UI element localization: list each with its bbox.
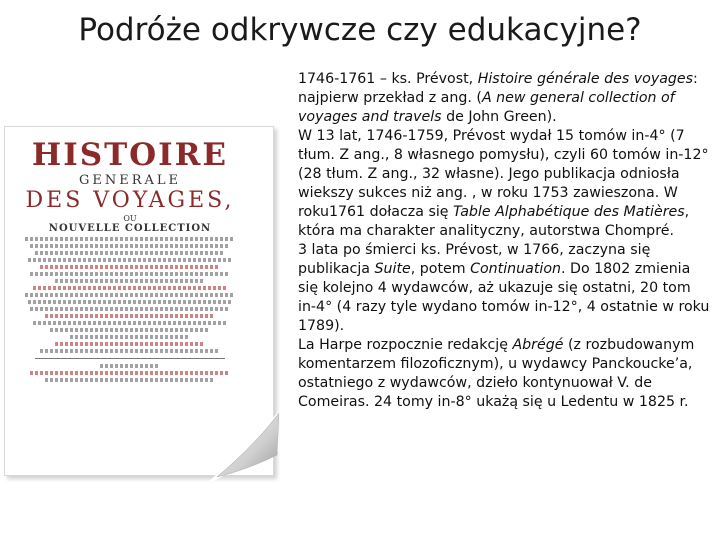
fine-print-line	[30, 272, 230, 276]
body-text	[298, 70, 712, 412]
fine-print-line	[40, 349, 220, 353]
title-page-content	[17, 137, 243, 385]
title-page-voyages: DES VOYAGES,	[25, 188, 235, 213]
text-run: La Harpe rozpocznie redakcję	[298, 337, 513, 353]
italic-text: Suite	[374, 261, 411, 277]
paragraph	[298, 127, 712, 241]
text-run: de John Green).	[441, 109, 557, 125]
text-run: , która ma charakter analityczny, autorstwa Chompré.	[298, 204, 690, 239]
italic-text: Histoire générale des voyages	[477, 71, 694, 87]
fine-print-line	[55, 342, 205, 346]
divider	[35, 358, 225, 359]
text-run: , potem	[410, 261, 471, 277]
fine-print-line	[28, 258, 233, 262]
fine-print-line	[30, 244, 230, 248]
italic-text: Table Alphabétique des Matières	[453, 204, 685, 220]
slide-title: Podróże odkrywcze czy edukacyjne?	[78, 12, 642, 48]
fine-print-line	[55, 279, 205, 283]
title-page-main-word: HISTOIRE	[31, 137, 229, 173]
paragraph	[298, 70, 712, 127]
fine-print-line	[45, 314, 215, 318]
text-run: (z rozbudowanym komentarzem filozoficznym), u wydawcy Panckoucke’a, ostatniego z wydawców, dzieło kontynuował V. de Comeiras. 24 tomy in-8° ukażą się u Ledentu w 1825 r.	[298, 337, 695, 410]
book-title-page-image	[4, 126, 276, 478]
fine-print-line	[35, 251, 225, 255]
title-page-collection: NOUVELLE COLLECTION	[48, 223, 212, 234]
paragraph	[298, 336, 712, 412]
title-page-line: GENERALE	[78, 173, 182, 188]
fine-print-line	[70, 335, 190, 339]
fine-print-line	[28, 300, 233, 304]
fine-print-line	[30, 307, 230, 311]
fine-print-line	[25, 293, 235, 297]
fine-print-line	[45, 378, 215, 382]
fine-print-line	[25, 237, 235, 241]
italic-text: Continuation	[470, 261, 561, 277]
page-curl-icon	[209, 411, 279, 481]
text-run: 1746-1761 – ks. Prévost,	[298, 71, 478, 87]
text-run: W 13 lat, 1746-1759, Prévost wydał 15 tomów in-4° (7 tłum. Z ang., 8 własnego pomysłu), czyli 60 tomów in-12° (28 tłum. Z ang., 32 własne). Jego publikacja odniosła wiekszy sukces niż ang. , w roku 1753 zawieszona. W roku1761 dołacza się	[298, 128, 709, 220]
italic-text: Abrégé	[512, 337, 564, 353]
fine-print-line	[50, 328, 210, 332]
fine-print-line	[40, 265, 220, 269]
fine-print-line	[33, 321, 228, 325]
fine-print-line	[30, 371, 230, 375]
title-page-ou: OU	[123, 214, 137, 223]
fine-print-line	[33, 286, 228, 290]
fine-print-line	[100, 364, 160, 368]
text-run: : najpierw przekład z ang. (	[298, 71, 698, 106]
paragraph	[298, 241, 712, 336]
text-run: . Do 1802 zmienia się kolejno 4 wydawców, aż ukazuje się ostatni, 20 tom in-4° (4 razy tyle wydano tomów in-12°, 4 ostatnie w roku 1789).	[298, 261, 710, 334]
italic-text: A new general collection of voyages and travels	[298, 90, 675, 125]
text-run: 3 lata po śmierci ks. Prévost, w 1766, zaczyna się publikacja	[298, 242, 651, 277]
